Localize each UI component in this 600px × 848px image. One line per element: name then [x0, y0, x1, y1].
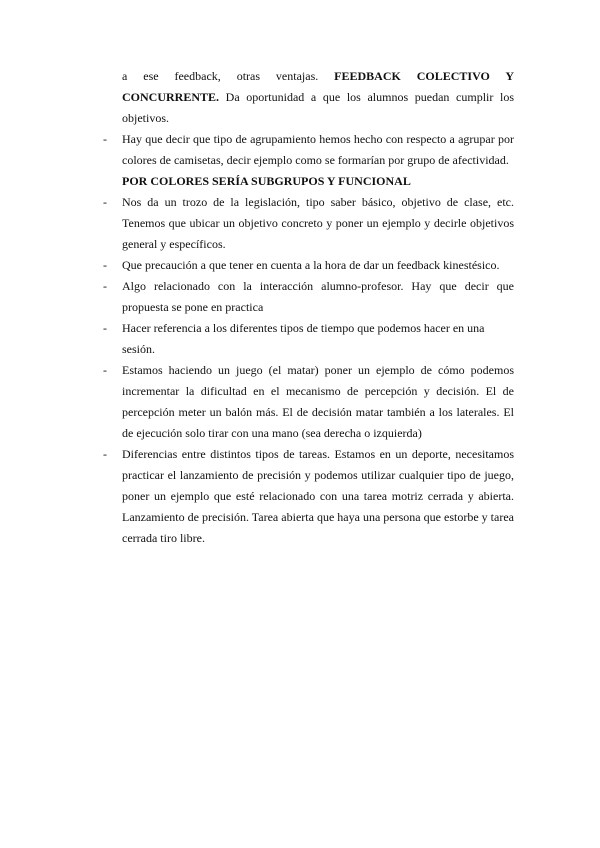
list-item: [103, 318, 514, 360]
bullet-dash: -: [103, 447, 107, 461]
bullet-dash: -: [103, 258, 107, 272]
intro-line-2: [122, 87, 514, 108]
item-line: Hacer referencia a los diferentes tipos de tiempo que podemos hacer en una sesión.: [122, 321, 485, 356]
item-line: practicar el lanzamiento de precisión y podemos utilizar cualquier tipo de juego,: [122, 468, 514, 482]
item-line: Algo relacionado con la interacción alumno-profesor. Hay que decir que: [122, 279, 514, 293]
bullet-dash: -: [103, 195, 107, 209]
item-line: Que precaución a que tener en cuenta a la hora de dar un feedback kinestésico.: [122, 258, 500, 272]
item-line: cerrada tiro libre.: [122, 531, 205, 545]
item-line: Hay que decir que tipo de agrupamiento hemos hecho con respecto a agrupar por: [122, 132, 514, 146]
intro-paragraph: [122, 66, 514, 129]
bullet-dash: -: [103, 279, 107, 293]
list-item: [103, 192, 514, 255]
item-line: Lanzamiento de precisión. Tarea abierta que haya una persona que estorbe y tarea: [122, 510, 514, 524]
subheading: POR COLORES SERÍA SUBGRUPOS Y FUNCIONAL: [122, 174, 411, 188]
item-line: propuesta se pone en practica: [122, 300, 264, 314]
intro-text: a ese feedback, otras ventajas.: [122, 69, 319, 83]
list-item: [103, 276, 514, 318]
list-item: [103, 444, 514, 549]
item-line: poner un ejemplo que esté relacionado con una tarea motriz cerrada y abierta.: [122, 489, 514, 503]
item-line: Tenemos que ubicar un objetivo concreto y poner un ejemplo y decirle objetivos: [122, 216, 514, 230]
intro-bold-text-2: CONCURRENTE.: [122, 90, 220, 104]
intro-line-1: [122, 66, 514, 87]
item-line: general y específicos.: [122, 237, 226, 251]
list-item: [103, 255, 514, 276]
bullet-dash: -: [103, 132, 107, 146]
item-line: Diferencias entre distintos tipos de tareas. Estamos en un deporte, necesitamos: [122, 447, 514, 461]
list-item: [103, 129, 514, 171]
item-line: Estamos haciendo un juego (el matar) poner un ejemplo de cómo podemos: [122, 363, 514, 377]
item-line: colores de camisetas, decir ejemplo como se formarían por grupo de afectividad.: [122, 153, 509, 167]
bullet-dash: -: [103, 321, 107, 335]
bullet-dash: -: [103, 363, 107, 377]
list-item: [103, 360, 514, 444]
document-body: [103, 66, 514, 549]
item-line: incrementar la dificultad en el mecanismo de percepción y decisión. El de: [122, 384, 514, 398]
intro-line-3: objetivos.: [122, 111, 169, 125]
item-line: Nos da un trozo de la legislación, tipo saber básico, objetivo de clase, etc.: [122, 195, 514, 209]
item-line: de ejecución solo tirar con una mano (sea derecha o izquierda): [122, 426, 422, 440]
intro-text-2: Da oportunidad a que los alumnos puedan cumplir los: [225, 90, 514, 104]
intro-bold-text: FEEDBACK COLECTIVO Y: [334, 69, 514, 83]
item-line: percepción meter un balón más. El de decisión matar también a los laterales. El: [122, 405, 514, 419]
